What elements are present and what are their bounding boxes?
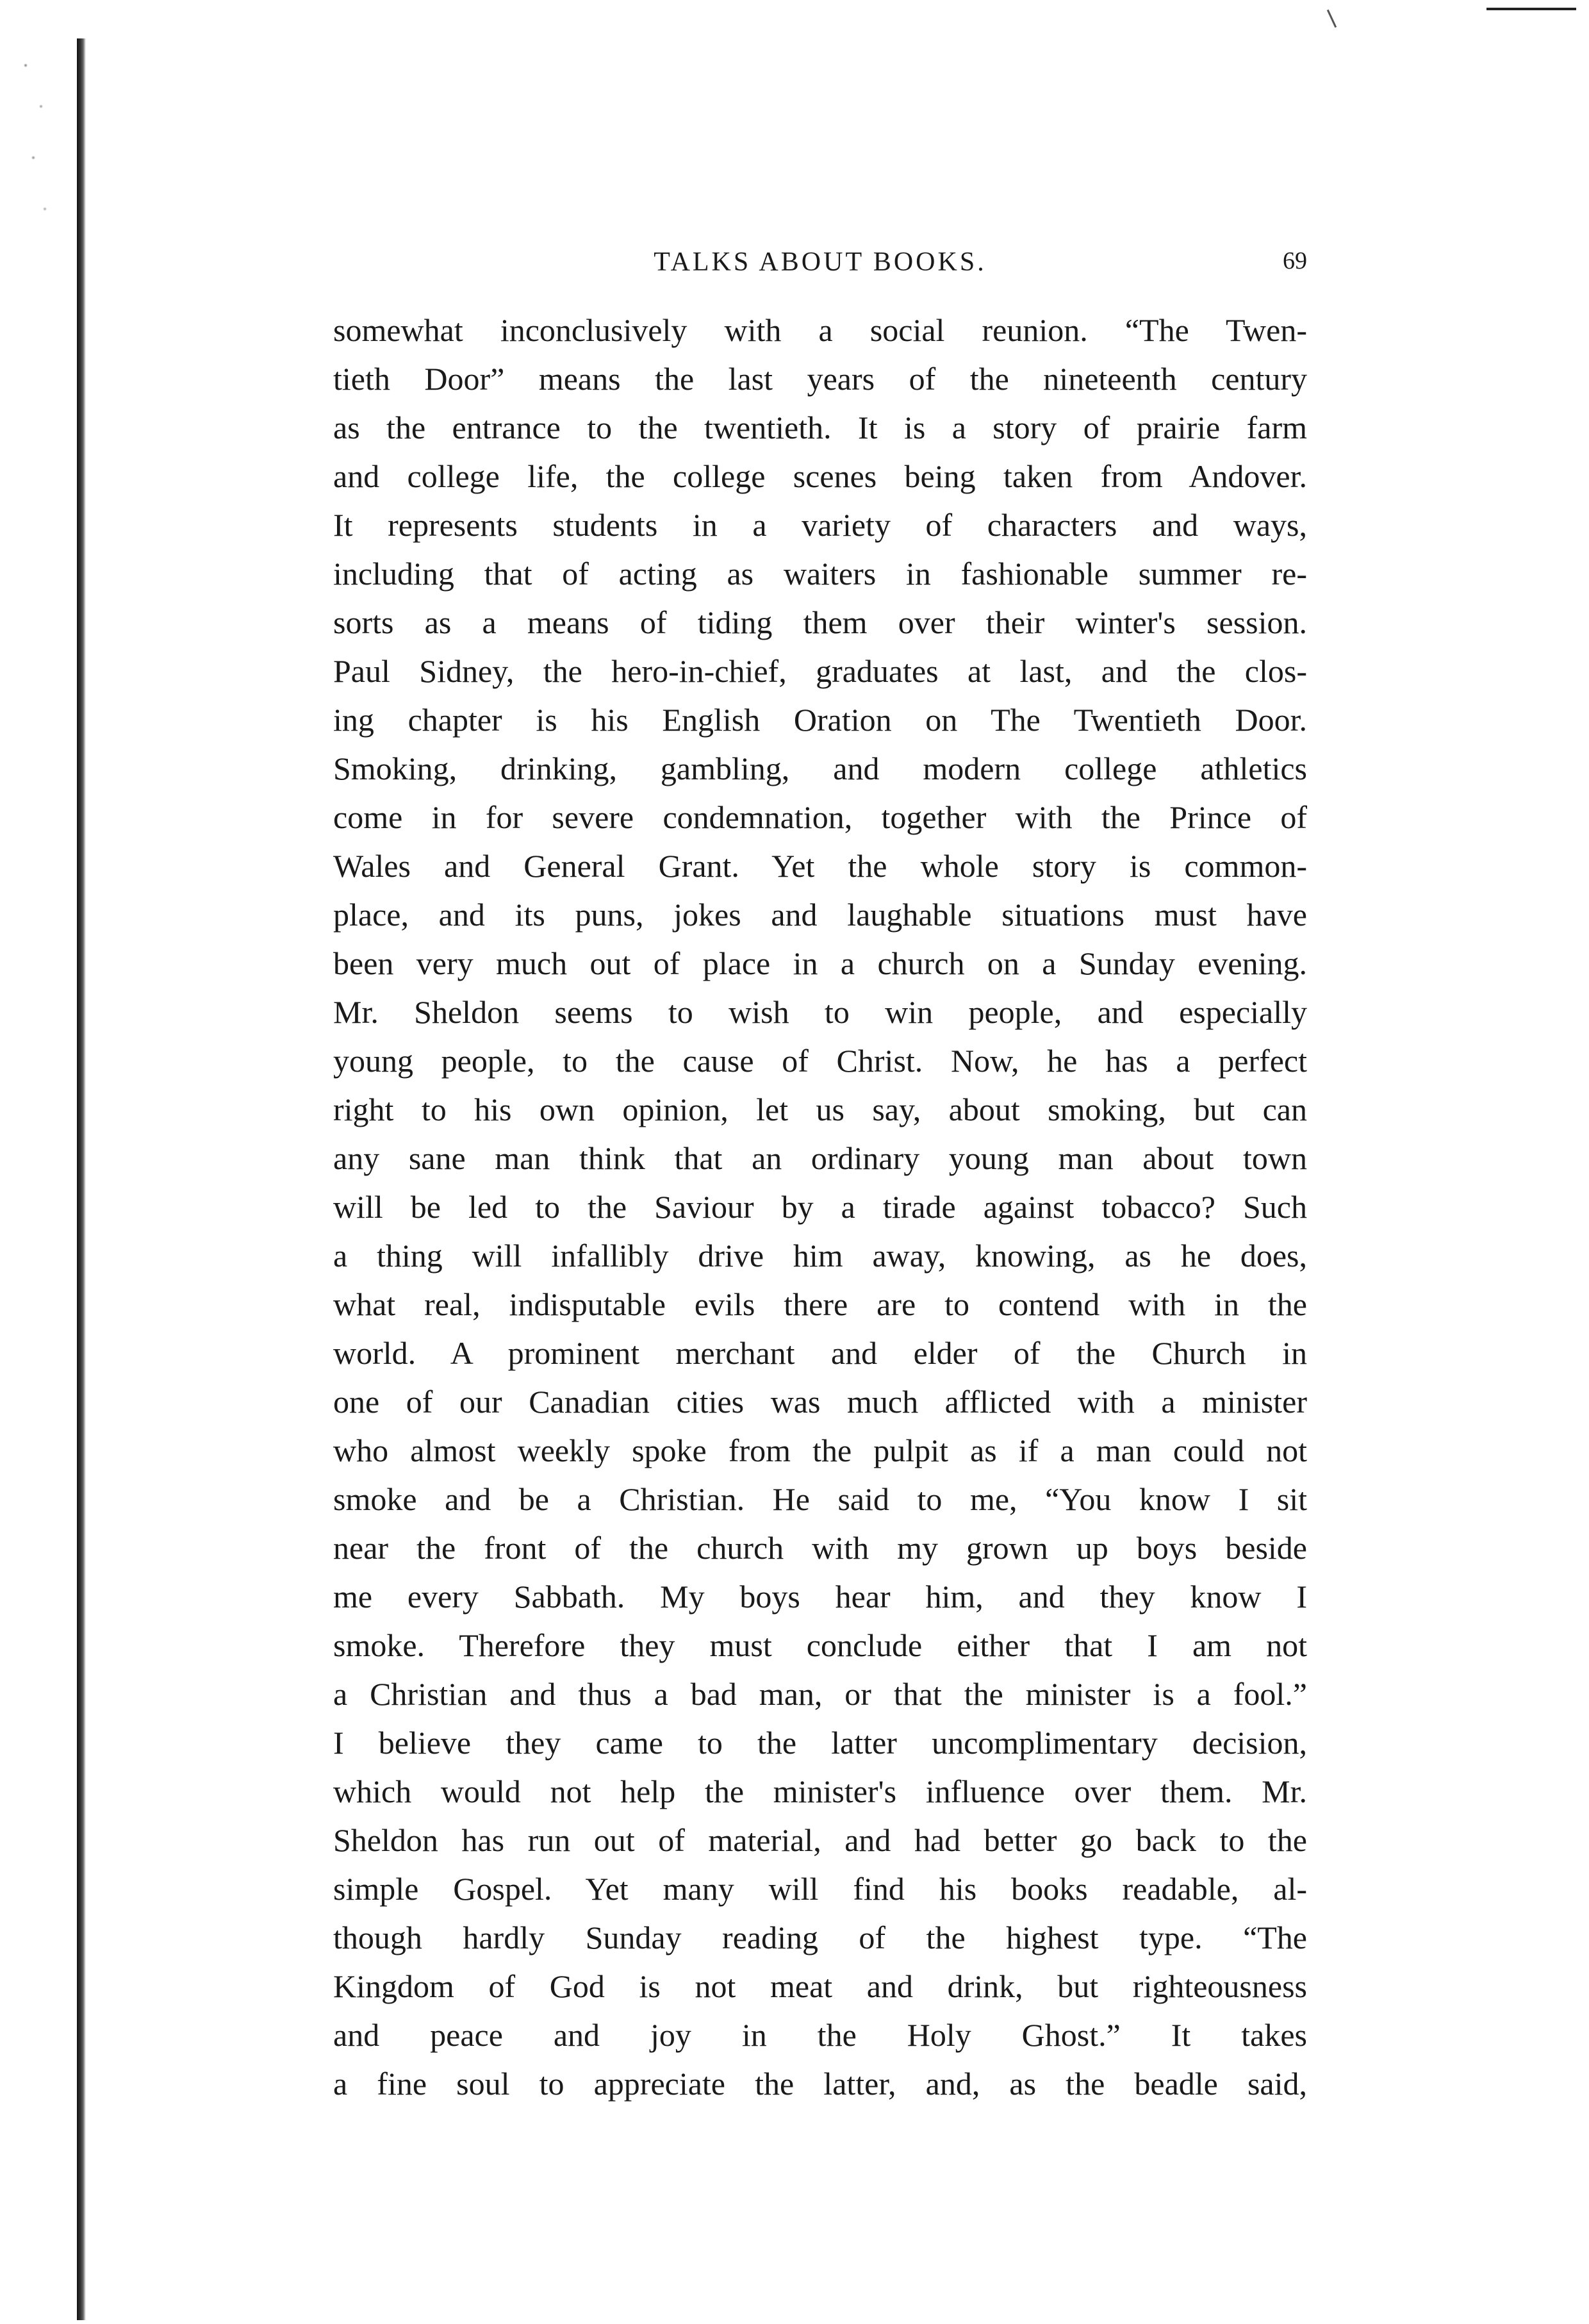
text-line: me every Sabbath. My boys hear him, and they know I xyxy=(333,1579,1307,1614)
text-line: including that of acting as waiters in fashionable summer re- xyxy=(333,556,1307,592)
text-line: Paul Sidney, the hero-in-chief, graduates at last, and the clos- xyxy=(333,653,1307,689)
text-line: near the front of the church with my grown up boys beside xyxy=(333,1530,1307,1566)
text-line: and peace and joy in the Holy Ghost.” It takes xyxy=(333,2017,1307,2053)
text-line: a fine soul to appreciate the latter, and, as the beadle said, xyxy=(333,2066,1307,2102)
text-line: been very much out of place in a church on a Sunday evening. xyxy=(333,945,1307,981)
text-line: as the entrance to the twentieth. It is a story of prairie farm xyxy=(333,410,1307,445)
text-line: come in for severe condemnation, together with the Prince of xyxy=(333,799,1307,835)
text-line: place, and its puns, jokes and laughable situations must have xyxy=(333,897,1307,933)
text-line: one of our Canadian cities was much afflicted with a minister xyxy=(333,1384,1307,1420)
binding-edge xyxy=(77,38,86,2320)
text-line: tieth Door” means the last years of the nineteenth century xyxy=(333,361,1307,397)
corner-rule xyxy=(1486,8,1576,10)
text-line: smoke. Therefore they must conclude either that I am not xyxy=(333,1627,1307,1663)
text-line: Sheldon has run out of material, and had better go back to the xyxy=(333,1822,1307,1858)
text-line: which would not help the minister's influence over them. Mr. xyxy=(333,1773,1307,1809)
text-line: right to his own opinion, let us say, about smoking, but can xyxy=(333,1091,1307,1127)
corner-tick xyxy=(1327,10,1337,28)
text-line: young people, to the cause of Christ. Now, he has a perfect xyxy=(333,1043,1307,1079)
binding-speckle xyxy=(18,45,56,250)
text-line: I believe they came to the latter uncomplimentary decision, xyxy=(333,1725,1307,1761)
text-line: Kingdom of God is not meat and drink, but righteousness xyxy=(333,1968,1307,2004)
running-head xyxy=(333,240,1307,285)
text-line: will be led to the Saviour by a tirade against tobacco? Such xyxy=(333,1189,1307,1225)
text-line: Smoking, drinking, gambling, and modern college athletics xyxy=(333,751,1307,786)
page xyxy=(333,240,1307,2108)
text-line: ing chapter is his English Oration on The Twentieth Door. xyxy=(333,702,1307,738)
page-number: 69 xyxy=(1283,247,1307,274)
text-line: and college life, the college scenes being taken from Andover. xyxy=(333,458,1307,494)
text-line: somewhat inconclusively with a social reunion. “The Twen- xyxy=(333,312,1307,348)
text-line: It represents students in a variety of characters and ways, xyxy=(333,507,1307,543)
text-line: who almost weekly spoke from the pulpit as if a man could not xyxy=(333,1432,1307,1468)
text-line: what real, indisputable evils there are to contend with in the xyxy=(333,1286,1307,1322)
text-line: Mr. Sheldon seems to wish to win people, and especially xyxy=(333,994,1307,1030)
text-line: a Christian and thus a bad man, or that the minister is a fool.” xyxy=(333,1676,1307,1712)
text-line: world. A prominent merchant and elder of the Church in xyxy=(333,1335,1307,1371)
running-title: TALKS ABOUT BOOKS. xyxy=(654,247,987,277)
text-line: any sane man think that an ordinary young man about town xyxy=(333,1140,1307,1176)
text-line: sorts as a means of tiding them over their winter's session. xyxy=(333,604,1307,640)
text-line: Wales and General Grant. Yet the whole story is common- xyxy=(333,848,1307,884)
body-text xyxy=(333,306,1307,2108)
text-line: smoke and be a Christian. He said to me, “You know I sit xyxy=(333,1481,1307,1517)
text-line: though hardly Sunday reading of the highest type. “The xyxy=(333,1920,1307,1955)
text-line: simple Gospel. Yet many will find his books readable, al- xyxy=(333,1871,1307,1907)
text-line: a thing will infallibly drive him away, knowing, as he does, xyxy=(333,1238,1307,1274)
